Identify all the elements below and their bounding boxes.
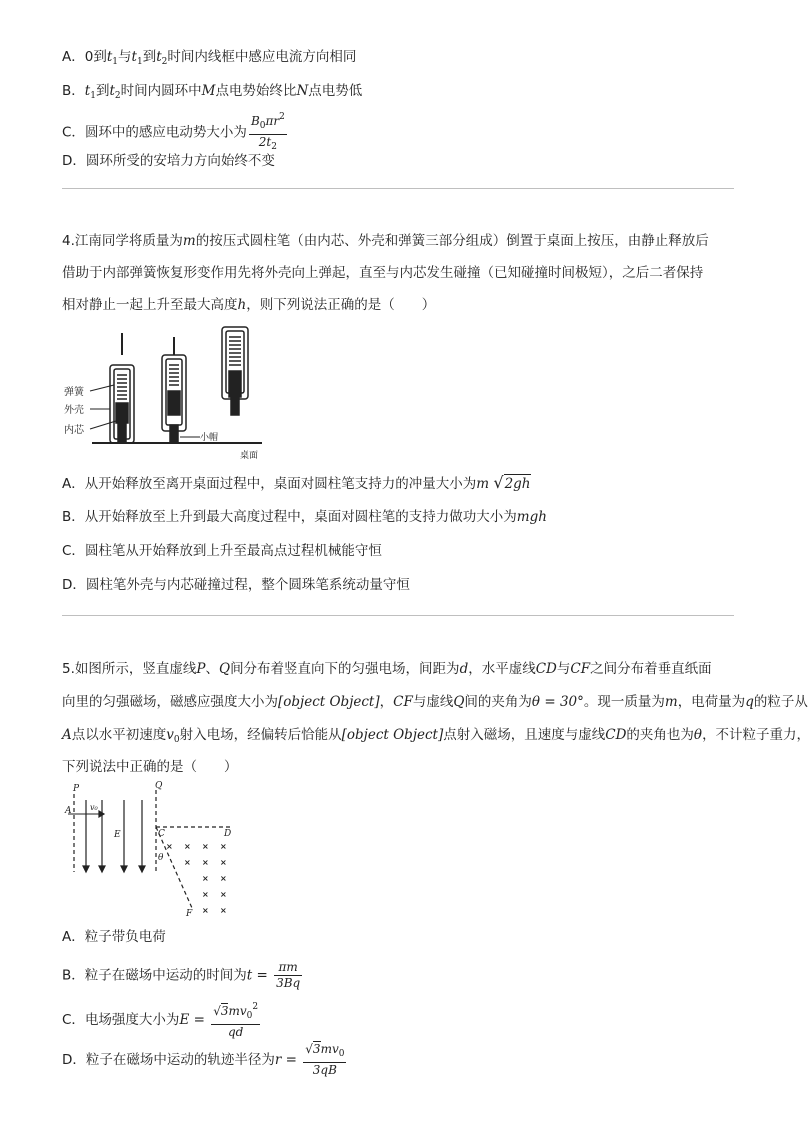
q4-option-a: A．从开始释放至离开桌面过程中，桌面对圆柱笔支持力的冲量大小为m √2gh [62, 473, 531, 492]
q5-option-b: B．粒子在磁场中运动的时间为t = $\frac{\pi m}{3Bq}$ [62, 960, 301, 990]
pen-figure [62, 325, 272, 465]
q4-option-c: C．圆柱笔从开始释放到上升至最高点过程机械能守恒 [62, 543, 382, 559]
svg-text:×: × [202, 858, 209, 867]
q3-option-c: C．圆环中的感应电动势大小为 $\frac{B_0\pi r^2}{2t_2}$ [62, 110, 287, 155]
svg-text:×: × [220, 890, 227, 899]
label-table: 桌面 [240, 451, 259, 461]
q5-line-2: 向里的匀强磁场，磁感应强度大小为[object Object]，CF与虚线Q间的夹角为θ = 30°。现一质量为m，电荷量为q的粒子从 [62, 694, 808, 710]
label-shell: 外壳 [64, 405, 84, 416]
radius-fraction: $\frac{√3mv_0}{3qB}$ [305, 1042, 345, 1077]
label-P: P [73, 784, 80, 794]
svg-text:×: × [220, 874, 227, 883]
svg-text:×: × [202, 842, 209, 851]
q4-line-1: 4.江南同学将质量为m的按压式圆柱笔（由内芯、外壳和弹簧三部分组成）倒置于桌面上按压，由静止释放后 [62, 233, 709, 249]
q3-option-b: B．$t_1$到$t_2$时间内圆环中M点电势始终比N点电势低 [62, 83, 363, 101]
divider-1 [62, 188, 734, 189]
emf-fraction: $\frac{B_0\pi r^2}{2t_2}$ [250, 112, 285, 152]
q3-option-a: A．0到$t_1$与$t_1$到$t_2$时间内线框中感应电流方向相同 [62, 49, 357, 67]
q4-line-2: 借助于内部弹簧恢复形变作用先将外壳向上弹起，直至与内芯发生碰撞（已知碰撞时间极短），之后二者保持 [62, 265, 704, 281]
svg-text:×: × [202, 874, 209, 883]
q5-line-3: A点以水平初速度$v_0$射入电场，经偏转后恰能从[object Object]点射入磁场，且速度与虚线CD的夹角也为θ，不计粒子重力， [62, 727, 810, 745]
label-Q: Q [155, 781, 163, 791]
svg-text:×: × [220, 858, 227, 867]
label-cap: 小帽 [200, 433, 219, 443]
label-F: F [186, 909, 193, 919]
field-figure [62, 780, 242, 920]
divider-2 [62, 615, 734, 616]
svg-text:×: × [184, 842, 191, 851]
label-E: E [114, 830, 121, 840]
label-core: 内芯 [64, 425, 84, 436]
label-theta: θ [158, 853, 164, 863]
q4-line-3: 相对静止一起上升至最大高度h，则下列说法正确的是（ ） [62, 297, 436, 313]
label-A: A [65, 806, 72, 816]
q5-option-c: C．电场强度大小为E = $\frac{√3mv_0^2}{qd}$ [62, 1002, 259, 1039]
svg-text:×: × [166, 842, 173, 851]
field-fraction: $\frac{√3mv_0^2}{qd}$ [213, 1002, 259, 1039]
svg-text:×: × [184, 858, 191, 867]
label-v0: v₀ [90, 803, 98, 812]
svg-text:×: × [202, 890, 209, 899]
svg-text:×: × [202, 906, 209, 915]
q4-option-d: D．圆柱笔外壳与内芯碰撞过程，整个圆珠笔系统动量守恒 [62, 577, 410, 593]
q4-option-b: B．从开始释放至上升到最大高度过程中，桌面对圆柱笔的支持力做功大小为mgh [62, 509, 547, 525]
label-C: C [158, 829, 165, 839]
label-D: D [224, 829, 232, 839]
svg-text:×: × [220, 906, 227, 915]
q3-option-d: D．圆环所受的安培力方向始终不变 [62, 153, 275, 169]
label-spring: 弹簧 [64, 387, 84, 398]
q5-line-1: 5.如图所示，竖直虚线P、Q间分布着竖直向下的匀强电场，间距为d，水平虚线CD与CF之间分布着垂直纸面 [62, 661, 712, 677]
q5-option-d: D．粒子在磁场中运动的轨迹半径为r = $\frac{√3mv_0}{3qB}$ [62, 1042, 345, 1077]
q5-line-4: 下列说法中正确的是（ ） [62, 759, 238, 775]
svg-text:×: × [220, 842, 227, 851]
time-fraction: $\frac{\pi m}{3Bq}$ [276, 960, 301, 990]
q5-option-a: A．粒子带负电荷 [62, 929, 166, 945]
